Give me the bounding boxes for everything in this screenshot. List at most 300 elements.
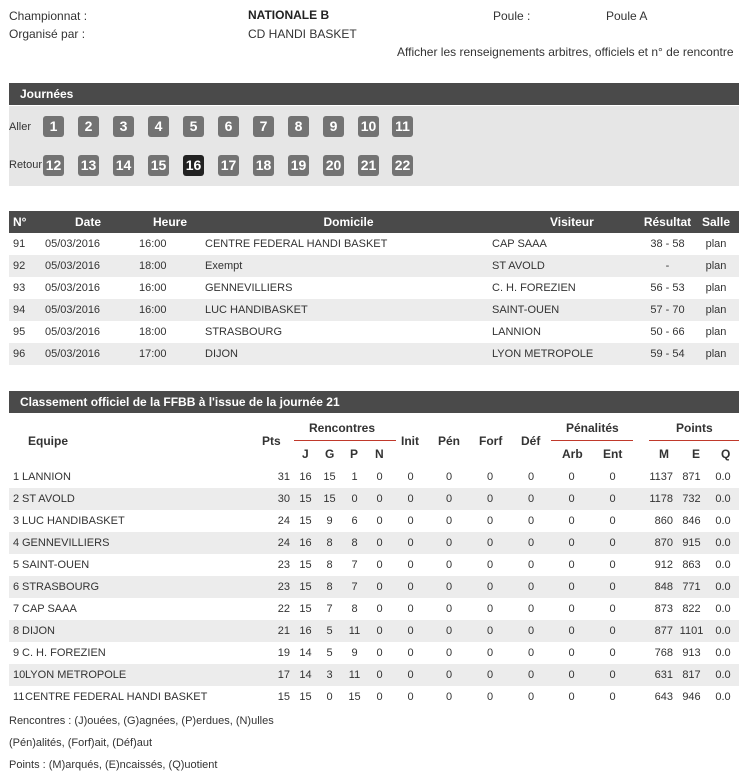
journee-button-14[interactable]: 14: [113, 155, 134, 176]
standing-q: 0.0: [707, 532, 739, 554]
standing-g: 5: [317, 642, 342, 664]
journee-button-17[interactable]: 17: [218, 155, 239, 176]
standing-rank: 1: [13, 471, 20, 483]
standing-rank: 8: [13, 625, 20, 637]
standing-pen: 0: [429, 642, 469, 664]
journee-button-16[interactable]: 16: [183, 155, 204, 176]
standing-pts: 23: [262, 576, 294, 598]
game-resultat: 56 - 53: [642, 277, 693, 299]
standing-ent: 0: [592, 488, 633, 510]
col-domicile: Domicile: [205, 211, 492, 233]
standing-arb: 0: [551, 642, 592, 664]
standing-rank: 11: [13, 691, 25, 703]
standing-p: 1: [342, 466, 367, 488]
standing-pen: 0: [429, 510, 469, 532]
h-q: Q: [721, 447, 731, 461]
standing-n: 0: [367, 598, 392, 620]
points-underline: [649, 440, 739, 441]
standing-m: 870: [633, 532, 676, 554]
standing-g: 7: [317, 598, 342, 620]
game-visiteur: SAINT-OUEN: [492, 299, 642, 321]
standing-g: 0: [317, 686, 342, 708]
standing-forf: 0: [469, 642, 511, 664]
standing-q: 0.0: [707, 686, 739, 708]
journee-button-9[interactable]: 9: [323, 116, 344, 137]
standing-rank: 6: [13, 581, 20, 593]
journees-header: Journées: [9, 83, 739, 105]
standing-forf: 0: [469, 620, 511, 642]
game-row: [9, 299, 739, 321]
standing-j: 15: [294, 686, 317, 708]
standings-row: [9, 488, 739, 510]
standing-n: 0: [367, 554, 392, 576]
game-heure: 18:00: [135, 255, 205, 277]
standing-n: 0: [367, 466, 392, 488]
standing-team-cell: [9, 598, 262, 620]
journee-button-5[interactable]: 5: [183, 116, 204, 137]
game-no: 93: [9, 277, 41, 299]
standing-q: 0.0: [707, 642, 739, 664]
h-rencontres: Rencontres: [309, 421, 376, 435]
standing-m: 848: [633, 576, 676, 598]
standing-def: 0: [511, 686, 551, 708]
standing-team[interactable]: LANNION: [22, 471, 71, 483]
standing-forf: 0: [469, 554, 511, 576]
standing-j: 15: [294, 510, 317, 532]
retour-label: Retour: [9, 159, 43, 171]
standing-g: 3: [317, 664, 342, 686]
standing-m: 860: [633, 510, 676, 532]
game-row: [9, 343, 739, 365]
standing-e: 846: [676, 510, 707, 532]
standing-p: 0: [342, 488, 367, 510]
standing-ent: 0: [592, 532, 633, 554]
game-heure: 17:00: [135, 343, 205, 365]
journees-panel: [9, 106, 739, 186]
game-salle[interactable]: plan: [693, 321, 739, 343]
h-e: E: [692, 447, 701, 461]
standing-def: 0: [511, 554, 551, 576]
standing-rank: 4: [13, 537, 20, 549]
col-date: Date: [41, 211, 135, 233]
game-resultat: 50 - 66: [642, 321, 693, 343]
standing-pts: 19: [262, 642, 294, 664]
game-resultat: -: [642, 255, 693, 277]
standings-row: [9, 576, 739, 598]
standing-init: 0: [392, 510, 429, 532]
poule-value: Poule A: [606, 9, 648, 23]
game-row: [9, 321, 739, 343]
standings-column-headers: [9, 413, 739, 465]
standings-row: [9, 620, 739, 642]
standing-init: 0: [392, 576, 429, 598]
h-n: N: [375, 447, 384, 461]
standing-e: 1101: [676, 620, 707, 642]
journee-button-20[interactable]: 20: [323, 155, 344, 176]
journee-button-15[interactable]: 15: [148, 155, 169, 176]
standings-row: [9, 686, 739, 708]
standing-j: 15: [294, 598, 317, 620]
standing-n: 0: [367, 510, 392, 532]
game-resultat: 38 - 58: [642, 233, 693, 255]
game-row: [9, 277, 739, 299]
standing-init: 0: [392, 642, 429, 664]
standing-j: 15: [294, 576, 317, 598]
standing-pen: 0: [429, 532, 469, 554]
standing-p: 6: [342, 510, 367, 532]
standing-def: 0: [511, 488, 551, 510]
standing-n: 0: [367, 620, 392, 642]
h-arb: Arb: [562, 447, 583, 461]
standing-ent: 0: [592, 576, 633, 598]
standing-pts: 21: [262, 620, 294, 642]
standing-ent: 0: [592, 620, 633, 642]
standing-arb: 0: [551, 598, 592, 620]
standing-ent: 0: [592, 642, 633, 664]
standing-g: 15: [317, 488, 342, 510]
game-domicile: LUC HANDIBASKET: [205, 299, 492, 321]
standing-team-cell: [9, 576, 262, 598]
standing-arb: 0: [551, 510, 592, 532]
standings-row: [9, 510, 739, 532]
standing-def: 0: [511, 620, 551, 642]
standing-team[interactable]: SAINT-OUEN: [22, 559, 90, 571]
rencontres-underline: [294, 440, 396, 441]
championnat-label: Championnat :: [9, 9, 88, 23]
standing-pts: 30: [262, 488, 294, 510]
standings-header: Classement officiel de la FFBB à l'issue de la journée 21: [9, 391, 739, 413]
game-salle[interactable]: plan: [693, 343, 739, 365]
game-visiteur: LYON METROPOLE: [492, 343, 642, 365]
standing-g: 9: [317, 510, 342, 532]
standing-team[interactable]: LUC HANDIBASKET: [22, 515, 125, 527]
standing-m: 1178: [633, 488, 676, 510]
game-no: 91: [9, 233, 41, 255]
standing-j: 14: [294, 642, 317, 664]
organise-label: Organisé par :: [9, 27, 86, 41]
standing-forf: 0: [469, 510, 511, 532]
journee-button-4[interactable]: 4: [148, 116, 169, 137]
standing-forf: 0: [469, 488, 511, 510]
col-salle: Salle: [693, 211, 739, 233]
standing-n: 0: [367, 642, 392, 664]
standing-init: 0: [392, 554, 429, 576]
standing-q: 0.0: [707, 466, 739, 488]
standing-rank: 9: [13, 647, 20, 659]
standing-team[interactable]: C. H. FOREZIEN: [22, 647, 106, 659]
game-visiteur: LANNION: [492, 321, 642, 343]
standing-e: 946: [676, 686, 707, 708]
h-penalites: Pénalités: [566, 421, 619, 435]
aller-label: Aller: [9, 121, 32, 133]
standing-pts: 31: [262, 466, 294, 488]
journee-button-21[interactable]: 21: [358, 155, 379, 176]
standing-pen: 0: [429, 664, 469, 686]
standing-m: 877: [633, 620, 676, 642]
game-visiteur: ST AVOLD: [492, 255, 642, 277]
standing-init: 0: [392, 488, 429, 510]
standing-pts: 22: [262, 598, 294, 620]
game-row: [9, 233, 739, 255]
standing-pts: 24: [262, 532, 294, 554]
game-heure: 16:00: [135, 233, 205, 255]
game-domicile: CENTRE FEDERAL HANDI BASKET: [205, 233, 492, 255]
col-heure: Heure: [135, 211, 205, 233]
standing-pen: 0: [429, 620, 469, 642]
game-date: 05/03/2016: [41, 343, 135, 365]
standing-rank: 7: [13, 603, 20, 615]
standing-init: 0: [392, 532, 429, 554]
standing-p: 7: [342, 576, 367, 598]
journee-button-19[interactable]: 19: [288, 155, 309, 176]
standing-j: 14: [294, 664, 317, 686]
game-no: 96: [9, 343, 41, 365]
journee-button-6[interactable]: 6: [218, 116, 239, 137]
standing-ent: 0: [592, 466, 633, 488]
game-domicile: Exempt: [205, 255, 492, 277]
h-init: Init: [401, 434, 419, 448]
standing-rank: 10: [13, 669, 26, 681]
standing-e: 771: [676, 576, 707, 598]
journee-button-7[interactable]: 7: [253, 116, 274, 137]
standing-g: 15: [317, 466, 342, 488]
standing-p: 9: [342, 642, 367, 664]
standing-forf: 0: [469, 598, 511, 620]
standing-arb: 0: [551, 488, 592, 510]
standings-row: [9, 598, 739, 620]
standing-team[interactable]: ST AVOLD: [22, 493, 75, 505]
game-resultat: 59 - 54: [642, 343, 693, 365]
game-heure: 18:00: [135, 321, 205, 343]
standing-j: 16: [294, 466, 317, 488]
standing-pts: 17: [262, 664, 294, 686]
standing-ent: 0: [592, 554, 633, 576]
standings-row: [9, 642, 739, 664]
game-salle[interactable]: plan: [693, 233, 739, 255]
standings-row: [9, 466, 739, 488]
penalites-underline: [551, 440, 633, 441]
standing-pen: 0: [429, 598, 469, 620]
standing-team-cell: [9, 466, 262, 488]
standing-team[interactable]: STRASBOURG: [22, 581, 100, 593]
standing-q: 0.0: [707, 620, 739, 642]
standing-q: 0.0: [707, 598, 739, 620]
standing-j: 16: [294, 620, 317, 642]
standing-pen: 0: [429, 686, 469, 708]
standing-def: 0: [511, 598, 551, 620]
journee-button-10[interactable]: 10: [358, 116, 379, 137]
standing-ent: 0: [592, 598, 633, 620]
standing-n: 0: [367, 686, 392, 708]
standing-n: 0: [367, 532, 392, 554]
game-salle[interactable]: plan: [693, 299, 739, 321]
standing-team-cell: [9, 510, 262, 532]
legend-penalites: (Pén)alités, (Forf)ait, (Déf)aut: [9, 737, 153, 749]
h-equipe: Equipe: [28, 434, 69, 448]
standing-rank: 3: [13, 515, 20, 527]
standing-arb: 0: [551, 576, 592, 598]
game-date: 05/03/2016: [41, 255, 135, 277]
standing-n: 0: [367, 664, 392, 686]
standing-p: 8: [342, 598, 367, 620]
standing-init: 0: [392, 664, 429, 686]
game-domicile: GENNEVILLIERS: [205, 277, 492, 299]
standing-init: 0: [392, 686, 429, 708]
game-date: 05/03/2016: [41, 277, 135, 299]
h-pts: Pts: [262, 434, 281, 448]
standing-arb: 0: [551, 620, 592, 642]
game-resultat: 57 - 70: [642, 299, 693, 321]
standing-team[interactable]: CENTRE FEDERAL HANDI BASKET: [25, 691, 208, 703]
standing-q: 0.0: [707, 510, 739, 532]
standing-forf: 0: [469, 466, 511, 488]
standing-q: 0.0: [707, 576, 739, 598]
standing-init: 0: [392, 598, 429, 620]
standing-team-cell: [9, 686, 262, 708]
standing-pen: 0: [429, 466, 469, 488]
standing-p: 8: [342, 532, 367, 554]
standing-forf: 0: [469, 532, 511, 554]
standing-def: 0: [511, 664, 551, 686]
journee-button-8[interactable]: 8: [288, 116, 309, 137]
game-no: 95: [9, 321, 41, 343]
standing-j: 16: [294, 532, 317, 554]
standing-def: 0: [511, 642, 551, 664]
h-points: Points: [676, 421, 713, 435]
standing-rank: 2: [13, 493, 20, 505]
standing-g: 5: [317, 620, 342, 642]
standing-forf: 0: [469, 664, 511, 686]
h-p: P: [350, 447, 359, 461]
standing-q: 0.0: [707, 488, 739, 510]
standings-row: [9, 532, 739, 554]
game-domicile: STRASBOURG: [205, 321, 492, 343]
standing-p: 11: [342, 664, 367, 686]
journee-button-22[interactable]: 22: [392, 155, 413, 176]
game-heure: 16:00: [135, 277, 205, 299]
standing-p: 11: [342, 620, 367, 642]
game-no: 94: [9, 299, 41, 321]
afficher-renseignements-link[interactable]: [397, 45, 734, 59]
legend-points: Points : (M)arqués, (E)ncaissés, (Q)uotient: [9, 759, 218, 771]
standing-arb: 0: [551, 664, 592, 686]
standing-e: 915: [676, 532, 707, 554]
col-no: N°: [9, 211, 41, 233]
standing-init: 0: [392, 466, 429, 488]
standing-e: 871: [676, 466, 707, 488]
standing-arb: 0: [551, 532, 592, 554]
standing-q: 0.0: [707, 664, 739, 686]
standing-team-cell: [9, 642, 262, 664]
journee-button-18[interactable]: 18: [253, 155, 274, 176]
games-header-row: [9, 211, 739, 233]
standing-e: 822: [676, 598, 707, 620]
standing-pen: 0: [429, 554, 469, 576]
standing-pts: 15: [262, 686, 294, 708]
standing-def: 0: [511, 510, 551, 532]
h-j: J: [302, 447, 309, 461]
standing-m: 873: [633, 598, 676, 620]
standing-q: 0.0: [707, 554, 739, 576]
standing-team[interactable]: LYON METROPOLE: [25, 669, 127, 681]
standing-e: 817: [676, 664, 707, 686]
standing-pen: 0: [429, 488, 469, 510]
legend-rencontres: Rencontres : (J)ouées, (G)agnées, (P)erdues, (N)ulles: [9, 715, 274, 727]
standing-e: 863: [676, 554, 707, 576]
standing-pts: 23: [262, 554, 294, 576]
standing-ent: 0: [592, 510, 633, 532]
afficher-link-text[interactable]: Afficher les renseignements arbitres, officiels et n° de rencontre: [397, 45, 734, 59]
game-salle[interactable]: plan: [693, 277, 739, 299]
game-salle[interactable]: plan: [693, 255, 739, 277]
standing-team-cell: [9, 488, 262, 510]
standing-j: 15: [294, 554, 317, 576]
standing-m: 1137: [633, 466, 676, 488]
standing-m: 643: [633, 686, 676, 708]
journee-button-2[interactable]: 2: [78, 116, 99, 137]
standing-p: 15: [342, 686, 367, 708]
standing-team-cell: [9, 620, 262, 642]
standing-ent: 0: [592, 686, 633, 708]
h-ent: Ent: [603, 447, 623, 461]
standing-pen: 0: [429, 576, 469, 598]
standing-arb: 0: [551, 686, 592, 708]
game-date: 05/03/2016: [41, 299, 135, 321]
standing-team[interactable]: CAP SAAA: [22, 603, 77, 615]
standing-n: 0: [367, 488, 392, 510]
game-heure: 16:00: [135, 299, 205, 321]
standing-team[interactable]: DIJON: [22, 625, 55, 637]
standing-arb: 0: [551, 554, 592, 576]
standing-def: 0: [511, 466, 551, 488]
journee-button-1[interactable]: 1: [43, 116, 64, 137]
standing-team[interactable]: GENNEVILLIERS: [22, 537, 110, 549]
standing-e: 913: [676, 642, 707, 664]
standing-m: 912: [633, 554, 676, 576]
standing-ent: 0: [592, 664, 633, 686]
journee-button-11[interactable]: 11: [392, 116, 413, 137]
standing-arb: 0: [551, 466, 592, 488]
standing-j: 15: [294, 488, 317, 510]
standing-forf: 0: [469, 576, 511, 598]
games-table: [9, 211, 739, 365]
h-g: G: [325, 447, 335, 461]
game-row: [9, 255, 739, 277]
standing-init: 0: [392, 620, 429, 642]
standing-team-cell: [9, 532, 262, 554]
journee-button-13[interactable]: 13: [78, 155, 99, 176]
standing-e: 732: [676, 488, 707, 510]
game-date: 05/03/2016: [41, 321, 135, 343]
standing-m: 631: [633, 664, 676, 686]
standing-g: 8: [317, 554, 342, 576]
h-m: M: [659, 447, 669, 461]
standing-n: 0: [367, 576, 392, 598]
standing-p: 7: [342, 554, 367, 576]
game-domicile: DIJON: [205, 343, 492, 365]
standing-def: 0: [511, 576, 551, 598]
standing-def: 0: [511, 532, 551, 554]
journee-button-3[interactable]: 3: [113, 116, 134, 137]
standing-rank: 5: [13, 559, 20, 571]
standings-row: [9, 664, 739, 686]
standings-table: [9, 466, 739, 708]
standing-team-cell: [9, 554, 262, 576]
standing-pts: 24: [262, 510, 294, 532]
game-visiteur: CAP SAAA: [492, 233, 642, 255]
journee-button-12[interactable]: 12: [43, 155, 64, 176]
championnat-value: NATIONALE B: [248, 8, 330, 22]
